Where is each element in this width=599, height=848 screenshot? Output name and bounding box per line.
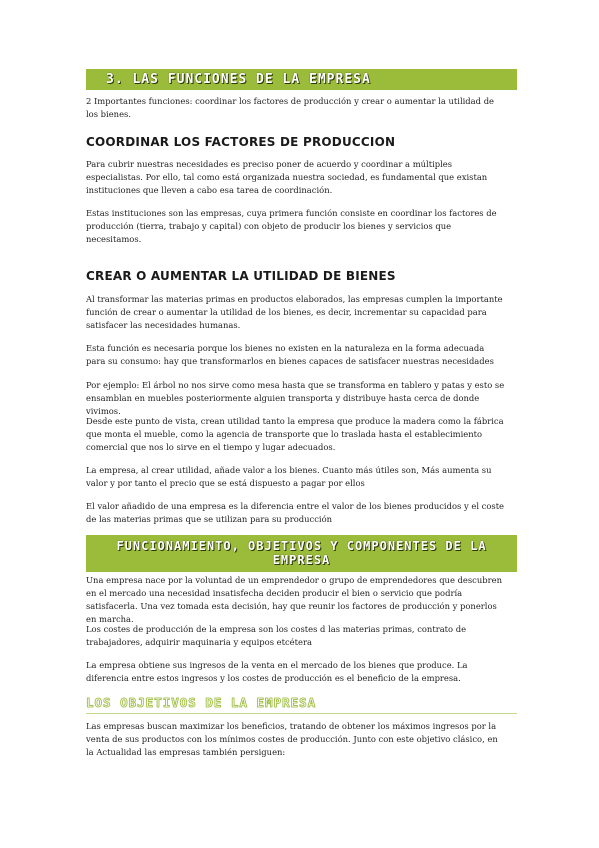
- paragraph-funcionamiento-1: Una empresa nace por la voluntad de un emprendedor o grupo de emprendedores que descubren en el mercado una necesidad insatisfecha deciden producir el bien o servicio que podría satisfacerla. Una vez tomada esta decisión, hay que reunir los factores de producción y ponerlos en marcha.: [86, 575, 502, 624]
- heading-objetivos: LOS OBJETIVOS DE LA EMPRESA: [86, 695, 317, 710]
- paragraph-crear-5: La empresa, al crear utilidad, añade valor a los bienes. Cuanto más útiles son, Más aumenta su valor y por tanto el precio que se está dispuesto a pagar por ellos: [86, 465, 492, 488]
- paragraph-crear-1: Al transformar las materias primas en productos elaborados, las empresas cumplen la importante función de crear o aumentar la utilidad de los bienes, es decir, incrementar su capacidad para satisfacer las necesidades humanas.: [86, 294, 503, 330]
- banner-title-line1: FUNCIONAMIENTO, OBJETIVOS Y COMPONENTES DE LA: [116, 539, 487, 553]
- heading-crear: CREAR O AUMENTAR LA UTILIDAD DE BIENES: [86, 268, 396, 284]
- paragraph-funcionamiento-3: La empresa obtiene sus ingresos de la venta en el mercado de los bienes que produce. La diferencia entre estos ingresos y los costes de producción es el beneficio de la empresa.: [86, 660, 468, 683]
- heading-underline: [86, 713, 517, 714]
- heading-coordinar: COORDINAR LOS FACTORES DE PRODUCCION: [86, 134, 396, 150]
- paragraph-crear-4: Desde este punto de vista, crean utilidad tanto la empresa que produce la madera como la fábrica que monta el mueble, como la agencia de transporte que lo traslada hasta el establecimiento comercial que nos lo sirve en el tiempo y lugar adecuados.: [86, 416, 504, 452]
- paragraph-crear-2: Esta función es necesaria porque los bienes no existen en la naturaleza en la forma adecuada para su consumo: hay que transformarlos en bienes capaces de satisfacer nuestras necesidades: [86, 343, 494, 366]
- paragraph-funcionamiento-2: Los costes de producción de la empresa son los costes d las materias primas, contrato de trabajadores, adquirir maquinaria y equipos etcétera: [86, 624, 467, 647]
- paragraph-coordinar-1: Para cubrir nuestras necesidades es preciso poner de acuerdo y coordinar a múltiples especialistas. Por ello, tal como está organizada nuestra sociedad, es fundamental que existan instituciones que lleven a cabo esa tarea de coordinación.: [86, 159, 488, 195]
- paragraph-coordinar-2: Estas instituciones son las empresas, cuya primera función consiste en coordinar los factores de producción (tierra, trabajo y capital) con objeto de producir los bienes y servicios que necesitamos.: [86, 208, 497, 244]
- paragraph-crear-3: Por ejemplo: El árbol no nos sirve como mesa hasta que se transforma en tablero y patas y esto se ensamblan en muebles posteriormente alguien transporta y distribuye hasta cerca de donde vivimos.: [86, 380, 505, 416]
- paragraph-objetivos-1: Las empresas buscan maximizar los beneficios, tratando de obtener los máximos ingresos por la venta de sus productos con los mínimos costes de producción. Junto con este objetivo clásico, en la Actualidad las empresas también persiguen:: [86, 721, 498, 757]
- banner-title-line2: EMPRESA: [272, 553, 331, 567]
- banner-title: 3. LAS FUNCIONES DE LA EMPRESA: [106, 72, 371, 87]
- intro-paragraph: 2 Importantes funciones: coordinar los factores de producción y crear o aumentar la utilidad de los bienes.: [86, 96, 495, 119]
- section-banner-funciones: [86, 69, 517, 90]
- paragraph-crear-6: El valor añadido de una empresa es la diferencia entre el valor de los bienes producidos y el coste de las materias primas que se utilizan para su producción: [86, 501, 505, 524]
- section-banner-funcionamiento: [86, 535, 517, 572]
